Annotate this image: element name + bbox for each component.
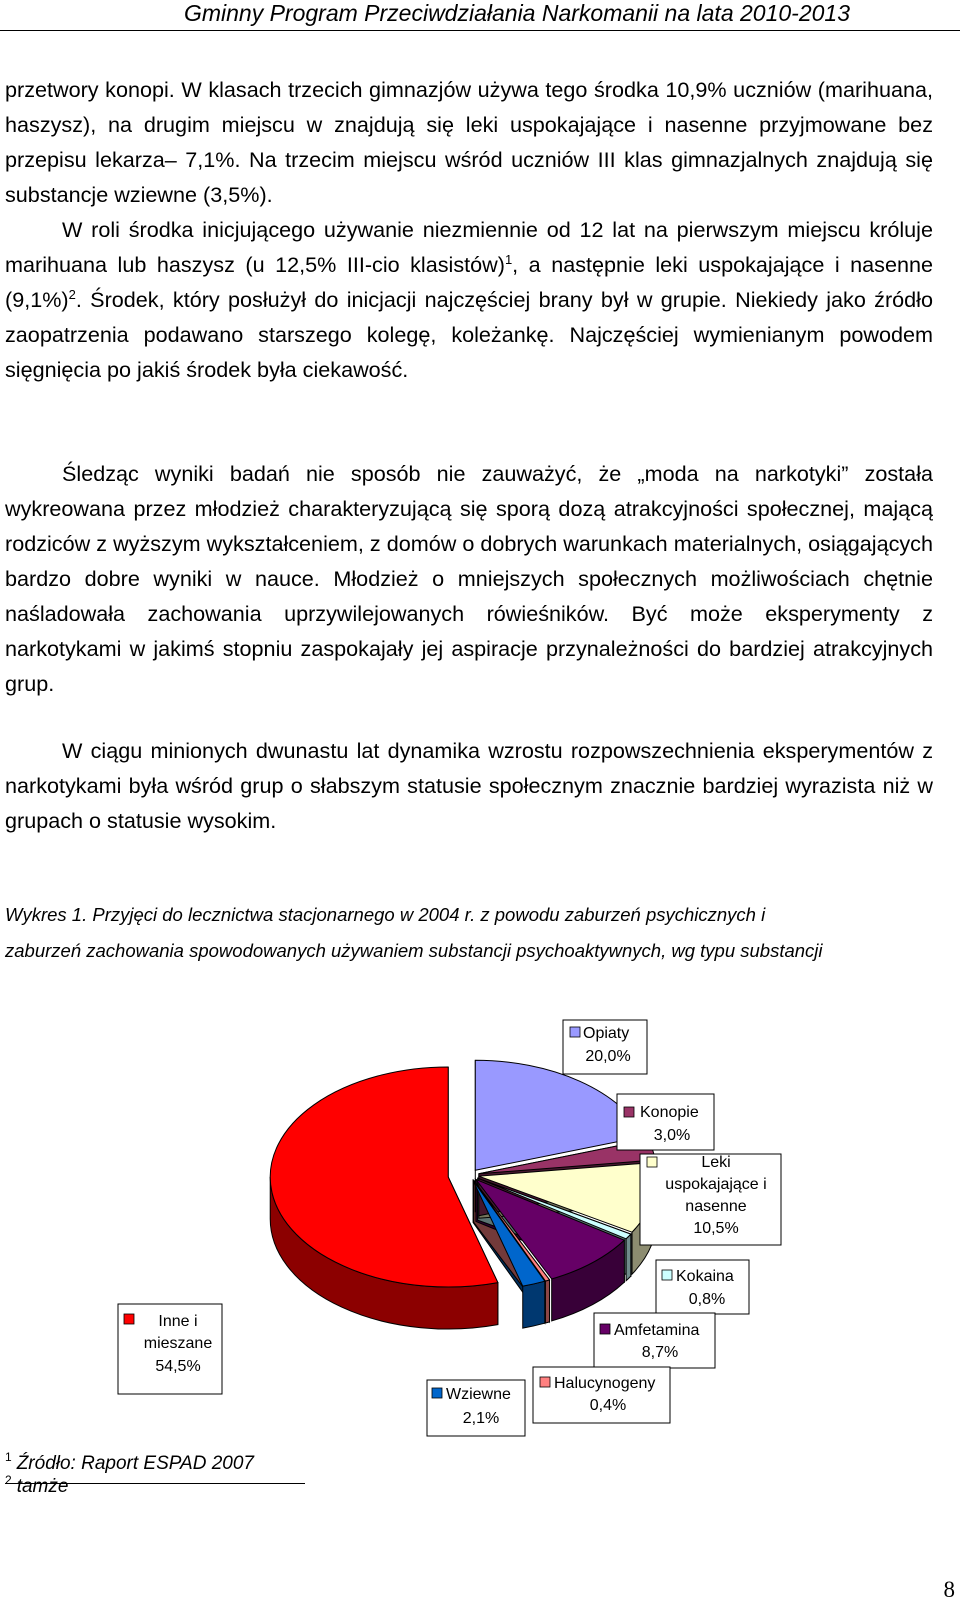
legend-swatch-leki: [647, 1157, 657, 1167]
label-wziewne: [427, 1380, 525, 1436]
label-inne: [118, 1304, 222, 1394]
paragraph-2: [5, 212, 933, 387]
footnote-ref-1[interactable]: 1: [504, 251, 513, 267]
footnote-1: [5, 1450, 254, 1475]
legend-swatch-kokaina: [662, 1270, 672, 1280]
pie-tops: [270, 1060, 657, 1287]
legend-swatch-konopie: [624, 1107, 634, 1117]
paragraph-2-text-b: , a następnie leki uspokajające i nasenne (9,1%): [5, 252, 934, 312]
label-kokaina-value: 0,8%: [688, 1291, 726, 1308]
footnote-ref-2[interactable]: 2: [68, 286, 76, 302]
label-leki-line1: Leki: [701, 1154, 731, 1171]
label-kokaina: [656, 1260, 749, 1314]
label-konopie-name: Konopie: [640, 1104, 699, 1121]
page-header: [0, 0, 960, 31]
label-wziewne-value: 2,1%: [462, 1410, 500, 1427]
label-leki-line2: uspokajające i: [665, 1176, 767, 1193]
label-amfetamina-value: 8,7%: [641, 1344, 679, 1361]
label-opiaty: [563, 1020, 647, 1074]
legend-swatch-opiaty: [570, 1027, 580, 1037]
pie-side-halucynogeny: [545, 1280, 549, 1323]
label-halucynogeny: [533, 1367, 670, 1423]
header-title: Gminny Program Przeciwdziałania Narkomanii na lata 2010-2013: [183, 0, 850, 26]
footnote-2-text: tamże: [16, 1476, 69, 1497]
legend-swatch-inne: [124, 1314, 134, 1324]
label-leki-line3: nasenne: [685, 1198, 747, 1215]
label-konopie-value: 3,0%: [653, 1127, 691, 1144]
label-amfetamina-name: Amfetamina: [614, 1322, 700, 1339]
label-leki: [640, 1154, 781, 1245]
footnote-2: [5, 1473, 69, 1498]
label-opiaty-value: 20,0%: [585, 1048, 631, 1065]
label-leki-value: 10,5%: [693, 1220, 739, 1237]
footnote-2-number: 2: [5, 1473, 12, 1487]
footnote-1-number: 1: [5, 1450, 12, 1464]
paragraph-2-text-c: . Środek, który posłużył do inicjacji najczęściej brany był w grupie. Niekiedy jako źródło zaopatrzenia podawano starszego kolegę, koleżankę. Najczęściej wymienianym powodem sięgnięcia po jakiś środek była ciekawość.: [5, 287, 933, 382]
paragraph-2-text-a: W roli środka inicjującego używanie niezmiennie od 12 lat na pierwszym miejscu króluje marihuana lub haszysz (u 12,5% III-cio klasistów): [5, 217, 933, 277]
label-inne-value: 54,5%: [155, 1358, 201, 1375]
pie-chart: [0, 1010, 960, 1480]
legend-swatch-halucynogeny: [540, 1377, 550, 1387]
chart-caption-line-1: Wykres 1. Przyjęci do lecznictwa stacjonarnego w 2004 r. z powodu zaburzeń psychicznych i: [5, 904, 766, 925]
pie-side-wziewne: [523, 1281, 545, 1328]
paragraph-4: W ciągu minionych dwunastu lat dynamika wzrostu rozpowszechnienia eksperymentów z narkotykami była wśród grup o słabszym statusie społecznym znacznie bardziej wyrazista niż w grupach o statusie wysokim.: [5, 738, 933, 833]
label-inne-line2: mieszane: [143, 1335, 213, 1352]
label-halucynogeny-name: Halucynogeny: [554, 1375, 656, 1392]
label-halucynogeny-value: 0,4%: [589, 1397, 627, 1414]
paragraph-3: Śledząc wyniki badań nie sposób nie zauważyć, że „moda na narkotyki” została wykreowana przez młodzież charakteryzującą się sporą dozą atrakcyjności społecznej, mającą rodziców z wyższym wykształceniem, z domów o dobrych warunkach materialnych, osiągających bardzo dobre wyniki w nauce. Młodzież o mniejszych społecznych możliwościach chętnie naśladowała zachowania uprzywilejowanych rówieśników. Być może eksperymenty z narkotykami w jakimś stopniu zaspokajały jej aspiracje przynależności do bardziej atrakcyjnych grup.: [5, 461, 933, 696]
legend-swatch-wziewne: [432, 1388, 442, 1398]
label-wziewne-name: Wziewne: [446, 1386, 511, 1403]
pie-side-kokaina: [626, 1234, 631, 1281]
label-opiaty-name: Opiaty: [583, 1025, 630, 1042]
paragraph-1: przetwory konopi. W klasach trzecich gimnazjów używa tego środka 10,9% uczniów (marihuana, haszysz), na drugim miejscu w znajdują się leki uspokajające i nasenne przyjmowane bez przepisu lekarza– 7,1%. Na trzecim miejscu wśród uczniów III klas gimnazjalnych znajdują się substancje wziewne (3,5%).: [5, 77, 933, 207]
legend-swatch-amfetamina: [600, 1324, 610, 1334]
label-amfetamina: [594, 1313, 715, 1368]
label-kokaina-name: Kokaina: [676, 1268, 734, 1285]
page-number: 8: [943, 1577, 955, 1602]
label-inne-line1: Inne i: [158, 1313, 198, 1330]
chart-caption-line-2: zaburzeń zachowania spowodowanych używaniem substancji psychoaktywnych, wg typu substancji: [5, 940, 823, 961]
footnote-1-text: Źródło: Raport ESPAD 2007: [16, 1453, 254, 1474]
label-konopie: [617, 1094, 714, 1150]
